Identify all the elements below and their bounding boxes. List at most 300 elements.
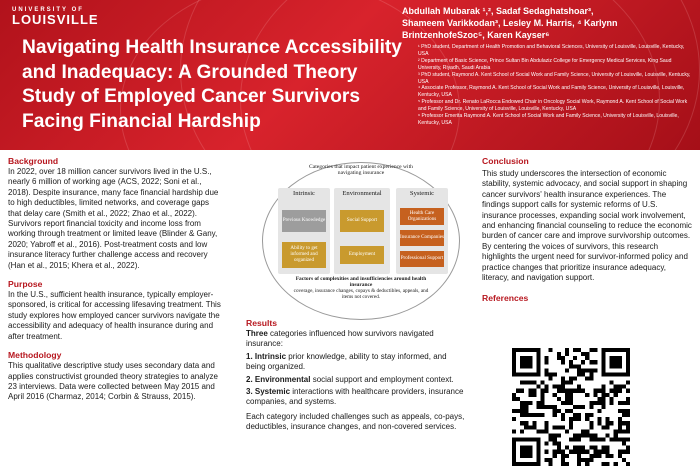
qr-module	[540, 389, 544, 393]
qr-module	[602, 360, 606, 364]
qr-module	[536, 458, 540, 462]
qr-module	[532, 438, 536, 442]
results-item-label: 1. Intrinsic	[246, 351, 287, 361]
qr-module	[622, 409, 626, 413]
affiliation: ⁵ Professor and Dr. Renato LaRocca Endowed Chair in Oncology Social Work, Raymond A. Kent School of Social Work and Family Science, University of Louisville, Louisville, Kentucky, USA	[418, 99, 688, 113]
affiliation: ⁴ Associate Professor, Raymond A. Kent School of Social Work and Family Science, University of Louisville, Louisville, Kentucky, USA	[418, 85, 685, 99]
qr-module	[524, 450, 528, 454]
qr-module	[512, 397, 516, 401]
qr-module	[585, 393, 589, 397]
qr-module	[618, 401, 622, 405]
qr-module	[528, 360, 532, 364]
qr-module	[536, 429, 540, 433]
qr-module	[528, 438, 532, 442]
qr-module	[540, 397, 544, 401]
qr-module	[573, 413, 577, 417]
qr-module	[565, 397, 569, 401]
qr-module	[610, 360, 614, 364]
box-previous-knowledge: Previous Knowledge	[282, 210, 326, 232]
qr-module	[593, 401, 597, 405]
qr-module	[581, 360, 585, 364]
qr-module	[622, 385, 626, 389]
qr-module	[585, 429, 589, 433]
qr-module	[528, 425, 532, 429]
qr-module	[569, 376, 573, 380]
qr-module	[622, 401, 626, 405]
qr-module	[520, 454, 524, 458]
qr-module	[610, 356, 614, 360]
qr-module	[565, 429, 569, 433]
qr-module	[545, 405, 549, 409]
results-intro	[246, 329, 468, 350]
qr-module	[532, 389, 536, 393]
qr-module	[585, 356, 589, 360]
qr-module	[626, 348, 630, 352]
qr-module	[606, 454, 610, 458]
qr-module	[602, 393, 606, 397]
qr-module	[536, 450, 540, 454]
qr-module	[557, 442, 561, 446]
qr-module	[553, 433, 557, 437]
background-text: In 2022, over 18 million cancer survivors lived in the U.S., nearly 6 million of working age (ACS, 2022; Soni et al., 2018). Despite insurance, many face financial hardship due to high deductibles, limited networks, and coverage gaps that delay care (Smith et al., 2022; Zhao et al., 2022). Survivors report financial toxicity and income loss from working through treatment or limited leave (Blinder & Gany, 2020; Yabroff et al., 2016). Post-treatment costs and low insurance literacy further challenge access and recovery (Han et al., 2015; Khera et al., 2022).	[8, 167, 219, 270]
qr-module	[549, 458, 553, 462]
qr-module	[569, 393, 573, 397]
qr-module	[557, 425, 561, 429]
qr-module	[520, 372, 524, 376]
qr-module	[549, 405, 553, 409]
qr-module	[512, 409, 516, 413]
qr-module	[602, 368, 606, 372]
qr-module	[597, 417, 601, 421]
qr-module	[573, 433, 577, 437]
qr-module	[626, 368, 630, 372]
qr-module	[545, 385, 549, 389]
qr-module	[585, 352, 589, 356]
qr-module	[622, 429, 626, 433]
qr-module	[520, 356, 524, 360]
qr-module	[602, 397, 606, 401]
qr-module	[606, 372, 610, 376]
background-heading: Background	[8, 156, 59, 166]
qr-module	[577, 446, 581, 450]
qr-module	[569, 381, 573, 385]
qr-module	[577, 417, 581, 421]
poster-header	[0, 0, 700, 150]
qr-module	[512, 352, 516, 356]
qr-module	[602, 389, 606, 393]
qr-module	[622, 413, 626, 417]
author-list	[402, 6, 694, 41]
qr-module	[524, 421, 528, 425]
qr-module	[553, 450, 557, 454]
qr-module	[553, 425, 557, 429]
qr-module	[520, 405, 524, 409]
qr-module	[581, 352, 585, 356]
qr-module	[545, 425, 549, 429]
qr-module	[520, 364, 524, 368]
qr-module	[565, 352, 569, 356]
qr-module	[614, 348, 618, 352]
qr-module	[557, 389, 561, 393]
qr-module	[569, 389, 573, 393]
qr-module	[516, 409, 520, 413]
qr-module	[593, 389, 597, 393]
qr-module	[549, 376, 553, 380]
qr-module	[540, 381, 544, 385]
qr-module	[561, 389, 565, 393]
qr-module	[626, 364, 630, 368]
qr-module	[581, 405, 585, 409]
qr-module	[565, 446, 569, 450]
qr-module	[626, 409, 630, 413]
qr-module	[569, 450, 573, 454]
qr-module	[545, 368, 549, 372]
qr-module	[561, 458, 565, 462]
logo-top-text: UNIVERSITY OF	[12, 7, 84, 13]
qr-module	[524, 348, 528, 352]
qr-module	[536, 348, 540, 352]
qr-module	[545, 458, 549, 462]
qr-module	[622, 421, 626, 425]
qr-module	[606, 446, 610, 450]
qr-module	[512, 364, 516, 368]
qr-module	[536, 413, 540, 417]
qr-module	[516, 348, 520, 352]
qr-module	[626, 389, 630, 393]
qr-module	[581, 389, 585, 393]
qr-module	[512, 348, 516, 352]
qr-module	[561, 462, 565, 466]
results-item-label: 3. Systemic	[246, 387, 291, 397]
qr-module	[569, 397, 573, 401]
category-heading-environmental: Environmental	[342, 190, 382, 197]
qr-module	[622, 372, 626, 376]
qr-module	[532, 348, 536, 352]
qr-module	[536, 405, 540, 409]
qr-module	[573, 389, 577, 393]
right-column	[482, 156, 694, 304]
qr-module	[540, 393, 544, 397]
qr-module	[528, 446, 532, 450]
qr-module	[512, 446, 516, 450]
qr-module	[626, 352, 630, 356]
qr-module	[606, 425, 610, 429]
qr-module	[606, 421, 610, 425]
qr-module	[561, 450, 565, 454]
qr-module	[512, 450, 516, 454]
qr-module	[610, 401, 614, 405]
qr-module	[626, 413, 630, 417]
qr-module	[577, 438, 581, 442]
qr-module	[520, 413, 524, 417]
qr-module	[557, 356, 561, 360]
qr-module	[557, 450, 561, 454]
conclusion-text: This study underscores the intersection of economic stability, systemic advocacy, and social support in shaping cancer survivors' health insurance experiences. The findings support calls for systemic reforms of U.S. insurance processes, expanding social work involvement, and enhancing financial counseling to reduce the economic burden of cancer care and improve survivorship outcomes. By centering the voices of survivors, this research highlights the urgent need for survivor-informed policy and practice changes that prioritize insurance adequacy, literacy, and navigation support.	[482, 169, 692, 283]
qr-module	[614, 433, 618, 437]
qr-module	[573, 348, 577, 352]
references-heading: References	[482, 293, 529, 304]
qr-module	[557, 409, 561, 413]
qr-module	[528, 381, 532, 385]
qr-module	[602, 385, 606, 389]
qr-module	[520, 450, 524, 454]
qr-module	[549, 348, 553, 352]
qr-module	[536, 462, 540, 466]
qr-module	[536, 360, 540, 364]
qr-module	[614, 429, 618, 433]
qr-module	[569, 417, 573, 421]
qr-module	[512, 417, 516, 421]
qr-module	[524, 360, 528, 364]
qr-module	[528, 454, 532, 458]
qr-module	[585, 462, 589, 466]
qr-module	[602, 462, 606, 466]
qr-module	[553, 454, 557, 458]
qr-module	[565, 393, 569, 397]
qr-module	[589, 368, 593, 372]
box-insurance-companies: Insurance Companies	[400, 230, 444, 246]
qr-module	[516, 462, 520, 466]
university-logo	[12, 7, 99, 27]
qr-module	[618, 409, 622, 413]
qr-module	[524, 381, 528, 385]
qr-module	[520, 446, 524, 450]
qr-module	[577, 364, 581, 368]
qr-module	[557, 385, 561, 389]
qr-module	[561, 413, 565, 417]
qr-module	[569, 364, 573, 368]
qr-module	[536, 352, 540, 356]
categories-diagram	[262, 158, 460, 320]
qr-module	[536, 368, 540, 372]
qr-module	[626, 397, 630, 401]
qr-module	[553, 405, 557, 409]
methodology-text: This qualitative descriptive study uses secondary data and applies constructivist grounded theory strategies to analyze 23 interviews. Data were collected between May 2015 and April 2016 (Charmaz, 2014; Corbin & Strauss, 2015).	[8, 361, 218, 402]
qr-module	[602, 401, 606, 405]
qr-module	[569, 425, 573, 429]
conclusion-heading: Conclusion	[482, 156, 529, 166]
background-section	[8, 156, 223, 271]
qr-module	[597, 454, 601, 458]
qr-module	[602, 348, 606, 352]
qr-module	[597, 409, 601, 413]
purpose-section	[8, 279, 223, 342]
qr-module	[597, 438, 601, 442]
results-section	[246, 318, 468, 435]
qr-module	[593, 393, 597, 397]
results-intro-rest: categories influenced how survivors navigated insurance:	[246, 329, 434, 349]
qr-module	[622, 438, 626, 442]
qr-module	[553, 409, 557, 413]
qr-module	[540, 413, 544, 417]
purpose-heading: Purpose	[8, 279, 43, 290]
qr-module	[618, 417, 622, 421]
qr-module	[545, 389, 549, 393]
qr-module	[520, 348, 524, 352]
qr-module	[528, 356, 532, 360]
qr-module	[512, 442, 516, 446]
qr-module	[593, 450, 597, 454]
qr-module	[536, 446, 540, 450]
qr-module	[528, 389, 532, 393]
qr-module	[614, 438, 618, 442]
results-item	[246, 352, 468, 373]
methodology-section	[8, 350, 223, 403]
qr-module	[565, 381, 569, 385]
qr-module	[577, 389, 581, 393]
qr-module	[589, 425, 593, 429]
qr-module	[549, 433, 553, 437]
qr-module	[549, 372, 553, 376]
qr-module	[614, 462, 618, 466]
results-item	[246, 387, 468, 408]
left-column	[8, 156, 223, 411]
qr-module	[589, 372, 593, 376]
qr-module	[524, 413, 528, 417]
qr-module	[606, 462, 610, 466]
qr-module	[577, 458, 581, 462]
qr-module	[602, 405, 606, 409]
qr-module	[577, 450, 581, 454]
qr-module	[589, 376, 593, 380]
qr-module	[528, 393, 532, 397]
qr-module	[528, 450, 532, 454]
category-heading-intrinsic: Intrinsic	[293, 190, 315, 197]
qr-module	[528, 364, 532, 368]
qr-module	[585, 433, 589, 437]
qr-module	[626, 421, 630, 425]
references-qr-code[interactable]	[512, 348, 630, 466]
qr-module	[589, 360, 593, 364]
box-ability-informed: Ability to get informed and organized	[282, 242, 326, 268]
qr-module	[532, 425, 536, 429]
qr-module	[528, 372, 532, 376]
qr-module	[618, 385, 622, 389]
qr-module	[565, 454, 569, 458]
qr-module	[524, 409, 528, 413]
qr-module	[606, 450, 610, 454]
qr-module	[545, 372, 549, 376]
qr-module	[585, 417, 589, 421]
qr-module	[532, 413, 536, 417]
qr-module	[593, 446, 597, 450]
affiliation-list	[418, 44, 696, 127]
qr-module	[618, 438, 622, 442]
qr-module	[585, 413, 589, 417]
qr-module	[545, 442, 549, 446]
qr-module	[597, 450, 601, 454]
qr-module	[553, 438, 557, 442]
qr-module	[536, 442, 540, 446]
box-health-care-orgs: Health Care Organizations	[400, 208, 444, 225]
qr-module	[536, 364, 540, 368]
qr-module	[589, 454, 593, 458]
qr-module	[549, 438, 553, 442]
qr-module	[581, 458, 585, 462]
qr-module	[602, 450, 606, 454]
qr-module	[565, 462, 569, 466]
qr-module	[577, 405, 581, 409]
qr-module	[614, 385, 618, 389]
qr-module	[626, 372, 630, 376]
qr-module	[610, 397, 614, 401]
qr-module	[626, 425, 630, 429]
qr-module	[577, 454, 581, 458]
qr-module	[512, 360, 516, 364]
results-item-text: social support and employment context.	[310, 374, 454, 384]
qr-module	[626, 360, 630, 364]
qr-module	[573, 438, 577, 442]
qr-module	[516, 372, 520, 376]
qr-module	[581, 429, 585, 433]
qr-module	[597, 389, 601, 393]
qr-module	[536, 438, 540, 442]
qr-module	[561, 360, 565, 364]
qr-module	[524, 372, 528, 376]
qr-module	[557, 352, 561, 356]
qr-module	[610, 389, 614, 393]
qr-module	[593, 360, 597, 364]
qr-module	[565, 409, 569, 413]
qr-module	[593, 454, 597, 458]
qr-module	[581, 372, 585, 376]
qr-module	[589, 446, 593, 450]
qr-module	[545, 450, 549, 454]
qr-module	[589, 438, 593, 442]
qr-module	[524, 425, 528, 429]
qr-module	[536, 454, 540, 458]
qr-module	[577, 385, 581, 389]
qr-module	[626, 446, 630, 450]
authors-line: Shameem Varikkodan³, Lesley M. Harris, ⁴ Karlynn	[402, 17, 618, 28]
qr-module	[618, 425, 622, 429]
qr-module	[606, 393, 610, 397]
qr-module	[512, 372, 516, 376]
qr-module	[536, 372, 540, 376]
qr-module	[581, 446, 585, 450]
qr-module	[512, 454, 516, 458]
qr-module	[520, 409, 524, 413]
qr-module	[569, 401, 573, 405]
qr-module	[569, 438, 573, 442]
qr-module	[524, 356, 528, 360]
methodology-heading: Methodology	[8, 350, 62, 361]
qr-module	[610, 421, 614, 425]
qr-module	[606, 433, 610, 437]
qr-module	[618, 356, 622, 360]
qr-module	[524, 446, 528, 450]
qr-module	[614, 372, 618, 376]
qr-module	[602, 372, 606, 376]
qr-module	[520, 438, 524, 442]
qr-module	[602, 364, 606, 368]
qr-module	[557, 397, 561, 401]
qr-module	[602, 356, 606, 360]
qr-module	[553, 372, 557, 376]
qr-module	[573, 405, 577, 409]
qr-module	[610, 364, 614, 368]
logo-bottom-text: LOUISVILLE	[12, 12, 99, 27]
qr-module	[593, 368, 597, 372]
box-social-support: Social Support	[340, 210, 384, 232]
qr-module	[585, 458, 589, 462]
affiliation: ² Department of Basic Science, Prince Sultan Bin Abdulaziz College for Emergency Medical Services, King Saud University, Riyadh, Saudi Arabia	[418, 57, 672, 71]
qr-module	[545, 429, 549, 433]
qr-module	[581, 450, 585, 454]
qr-module	[581, 368, 585, 372]
qr-module	[520, 401, 524, 405]
qr-module	[512, 458, 516, 462]
